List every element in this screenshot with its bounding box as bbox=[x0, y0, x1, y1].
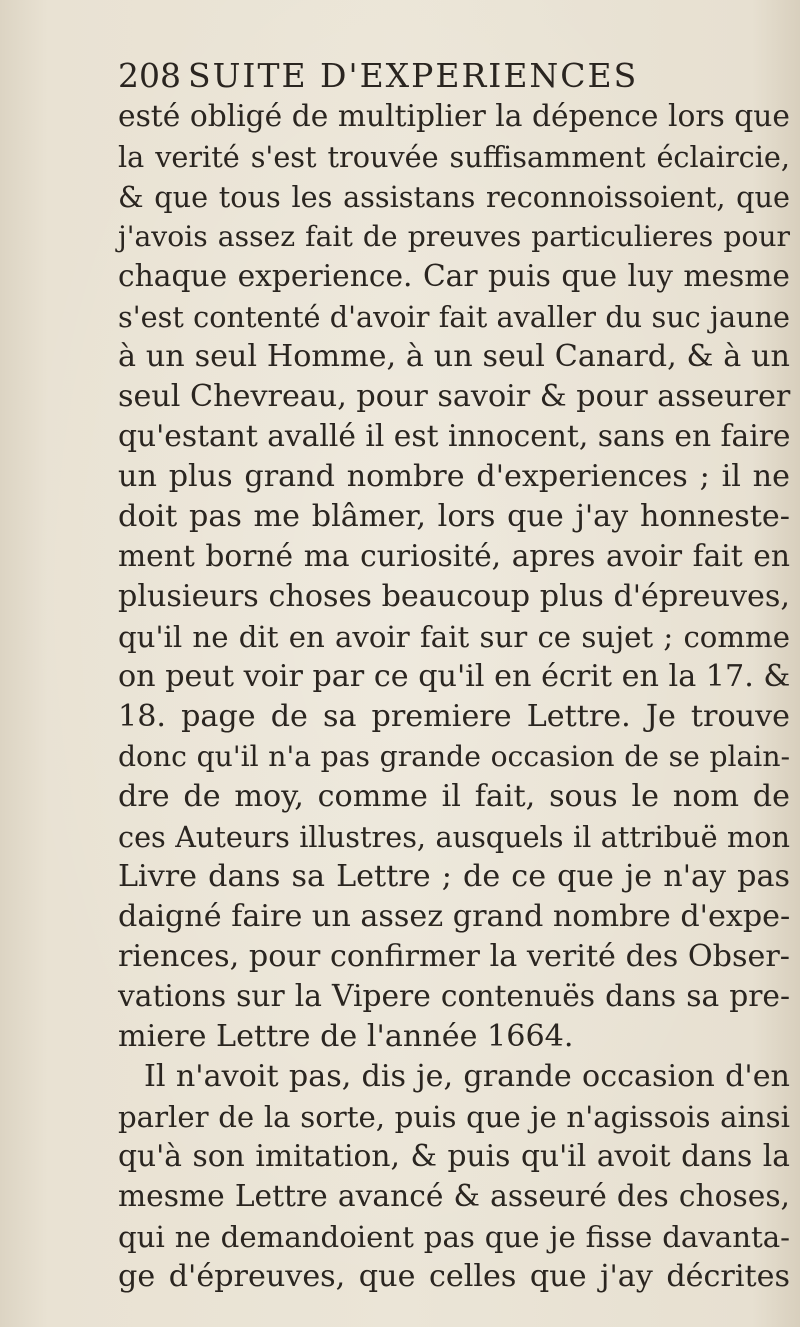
text-line: dre de moy, comme il fait, sous le nom de bbox=[118, 779, 790, 814]
text-line: ces Auteurs illustres, ausquels il attribuë mon bbox=[118, 820, 790, 854]
text-line: esté obligé de multiplier la dépence lors que bbox=[118, 99, 790, 134]
text-line: s'est contenté d'avoir fait avaller du suc jaune bbox=[118, 300, 790, 334]
text-line: miere Lettre de l'année 1664. bbox=[118, 1019, 574, 1054]
text-line: qu'il ne dit en avoir fait sur ce sujet ; comme bbox=[118, 620, 790, 654]
text-line: Livre dans sa Lettre ; de ce que je n'ay pas bbox=[118, 859, 790, 894]
text-line: on peut voir par ce qu'il en écrit en la 17. & bbox=[118, 659, 791, 694]
text-line: Il n'avoit pas, dis je, grande occasion d'en bbox=[144, 1059, 790, 1094]
page-number: 208 bbox=[118, 56, 181, 95]
text-line: qu'estant avallé il est innocent, sans en faire bbox=[118, 419, 791, 454]
text-line: doit pas me blâmer, lors que j'ay honneste- bbox=[118, 499, 790, 534]
text-line: daigné faire un assez grand nombre d'expe- bbox=[118, 899, 791, 934]
text-line: j'avois assez fait de preuves particulieres pour bbox=[118, 220, 790, 253]
page-header bbox=[118, 54, 718, 98]
text-line: à un seul Homme, à un seul Canard, & à un bbox=[118, 339, 790, 374]
text-line: & que tous les assistans reconnoissoient, que bbox=[118, 180, 790, 214]
text-line: ment borné ma curiosité, apres avoir fait en bbox=[118, 539, 790, 574]
running-title: SUITE D'EXPERIENCES bbox=[188, 56, 639, 95]
text-line: mesme Lettre avancé & asseuré des choses, bbox=[118, 1179, 790, 1214]
text-line: donc qu'il n'a pas grande occasion de se plain- bbox=[118, 740, 790, 773]
text-line: ge d'épreuves, que celles que j'ay décrites bbox=[118, 1259, 790, 1294]
text-line: qu'à son imitation, & puis qu'il avoit dans la bbox=[118, 1139, 790, 1174]
text-line: qui ne demandoient pas que je fisse davanta- bbox=[118, 1220, 790, 1254]
text-line: vations sur la Vipere contenuës dans sa pre- bbox=[118, 979, 790, 1014]
text-line: un plus grand nombre d'experiences ; il ne bbox=[118, 459, 790, 494]
text-line: parler de la sorte, puis que je n'agissois ainsi bbox=[118, 1100, 790, 1134]
text-line: 18. page de sa premiere Lettre. Je trouve bbox=[118, 699, 790, 734]
text-line: riences, pour confirmer la verité des Obser- bbox=[118, 939, 790, 974]
text-line: chaque experience. Car puis que luy mesme bbox=[118, 259, 790, 294]
text-line: plusieurs choses beaucoup plus d'épreuves, bbox=[118, 579, 790, 614]
text-line: seul Chevreau, pour savoir & pour asseurer bbox=[118, 379, 791, 414]
text-line: la verité s'est trouvée suffisamment éclaircie, bbox=[118, 140, 790, 174]
